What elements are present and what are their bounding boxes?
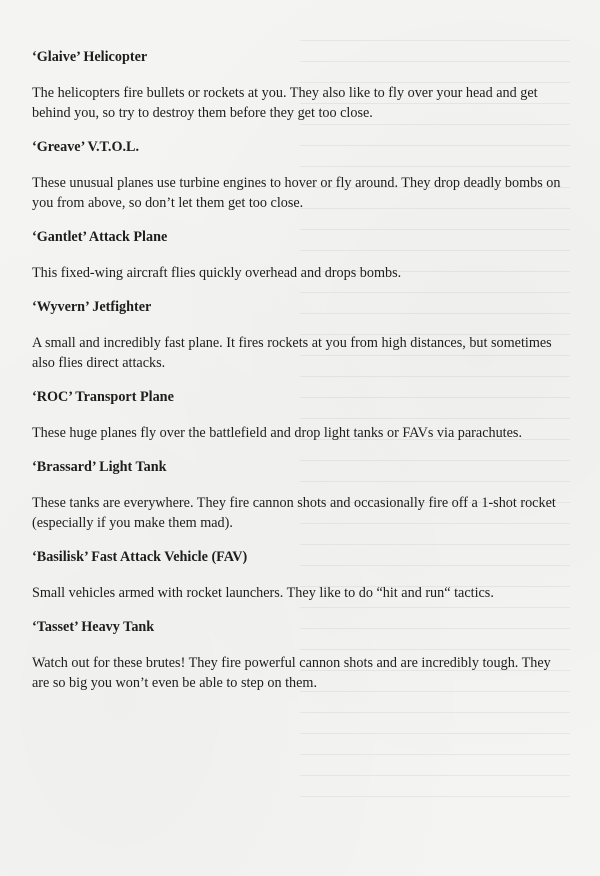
enemy-heading: ‘Greave’ V.T.O.L. bbox=[32, 139, 140, 155]
enemy-entry-roc bbox=[32, 387, 562, 443]
enemy-description: The helicopters fire bullets or rockets at you. They also like to fly over your head and get behind you, so try to destroy them before they get too close. bbox=[32, 85, 538, 121]
enemy-entry-glaive bbox=[32, 47, 562, 123]
enemy-entry-gantlet bbox=[32, 227, 562, 283]
enemy-list bbox=[32, 47, 562, 707]
enemy-description: Small vehicles armed with rocket launchers. They like to do “hit and run“ tactics. bbox=[32, 585, 494, 601]
enemy-heading: ‘Gantlet’ Attack Plane bbox=[32, 229, 168, 245]
enemy-heading: ‘Glaive’ Helicopter bbox=[32, 49, 148, 65]
enemy-heading: ‘ROC’ Transport Plane bbox=[32, 389, 174, 405]
enemy-description: A small and incredibly fast plane. It fires rockets at you from high distances, but sometimes also flies direct attacks. bbox=[32, 335, 552, 371]
enemy-description: These tanks are everywhere. They fire cannon shots and occasionally fire off a 1-shot rocket (especially if you make them mad). bbox=[32, 495, 556, 531]
enemy-heading: ‘Wyvern’ Jetfighter bbox=[32, 299, 152, 315]
enemy-heading: ‘Basilisk’ Fast Attack Vehicle (FAV) bbox=[32, 549, 248, 565]
enemy-description: These unusual planes use turbine engines to hover or fly around. They drop deadly bombs on you from above, so don’t let them get too close. bbox=[32, 175, 561, 211]
enemy-heading: ‘Tasset’ Heavy Tank bbox=[32, 619, 155, 635]
enemy-entry-basilisk bbox=[32, 547, 562, 603]
enemy-entry-wyvern bbox=[32, 297, 562, 373]
enemy-heading: ‘Brassard’ Light Tank bbox=[32, 459, 167, 475]
enemy-entry-tasset bbox=[32, 617, 562, 693]
enemy-description: This fixed-wing aircraft flies quickly overhead and drops bombs. bbox=[32, 265, 402, 281]
enemy-description: These huge planes fly over the battlefield and drop light tanks or FAVs via parachutes. bbox=[32, 425, 522, 441]
enemy-entry-greave bbox=[32, 137, 562, 213]
enemy-description: Watch out for these brutes! They fire powerful cannon shots and are incredibly tough. They are so big you won’t even be able to step on them. bbox=[32, 655, 551, 691]
enemy-entry-brassard bbox=[32, 457, 562, 533]
